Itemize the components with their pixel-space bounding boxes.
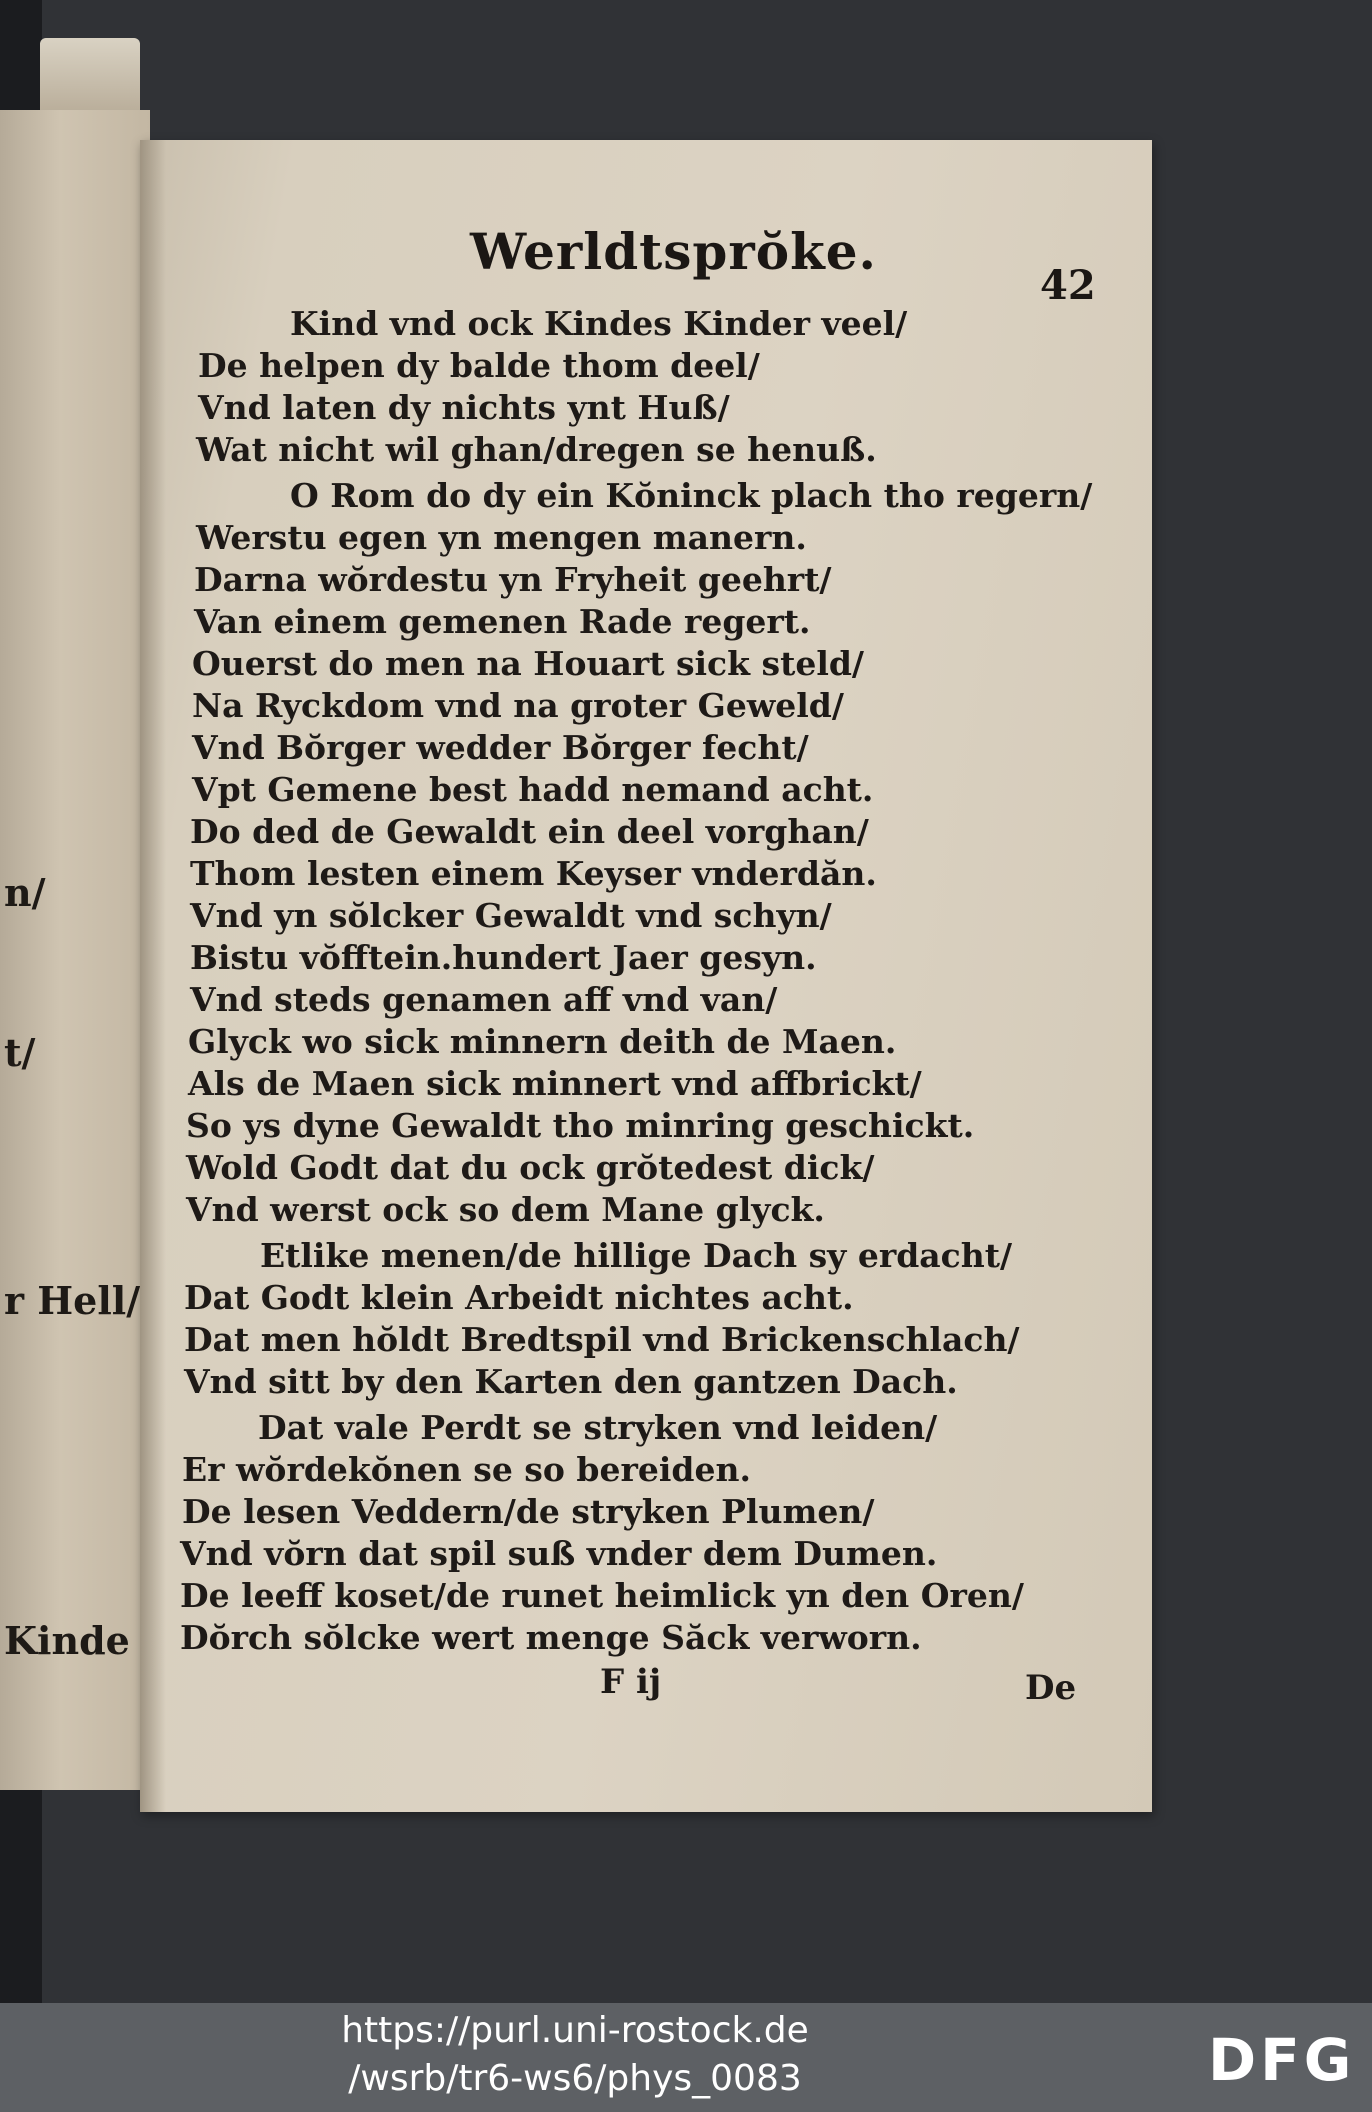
folio-number: 42	[1040, 262, 1096, 309]
verse-line: Etlike menen/de hillige Dach sy erdacht/	[260, 1236, 1013, 1275]
verse-line: O Rom do dy ein Kŏninck plach tho regern/	[290, 476, 1093, 515]
verse-line: Werstu egen yn mengen manern.	[196, 518, 807, 557]
running-header: Werldtsprŏke.	[470, 222, 877, 281]
dfg-logo: DFG	[1208, 2026, 1356, 2094]
verse-line: Na Ryckdom vnd na groter Geweld/	[192, 686, 844, 725]
verse-line: Vnd sitt by den Karten den gantzen Dach.	[184, 1362, 958, 1401]
source-url-line-1[interactable]: https://purl.uni-rostock.de	[341, 2010, 809, 2051]
verse-line: Vnd yn sŏlcker Gewaldt vnd schyn/	[190, 896, 832, 935]
verse-line: Dat vale Perdt se stryken vnd leiden/	[258, 1408, 938, 1447]
left-page	[0, 110, 150, 1790]
book-page	[140, 140, 1152, 1812]
verse-line: Wold Godt dat du ock grŏtedest dick/	[186, 1148, 875, 1187]
verse-line: Thom lesten einem Keyser vnderdăn.	[190, 854, 877, 893]
verse-line: Do ded de Gewaldt ein deel vorghan/	[190, 812, 869, 851]
verse-line: Bistu vŏfftein.hundert Jaer gesyn.	[190, 938, 817, 977]
verse-line: Vnd vŏrn dat spil suß vnder dem Dumen.	[180, 1534, 938, 1573]
left-page-fragment: t/	[4, 1030, 36, 1075]
verse-line: Ouerst do men na Houart sick steld/	[192, 644, 864, 683]
book-spine	[40, 38, 140, 118]
verse-line: De helpen dy balde thom deel/	[198, 346, 760, 385]
verse-line: Van einem gemenen Rade regert.	[194, 602, 811, 641]
verse-line: Darna wŏrdestu yn Fryheit geehrt/	[194, 560, 832, 599]
verse-line: So ys dyne Gewaldt tho minring geschickt.	[186, 1106, 975, 1145]
verse-line: Vnd laten dy nichts ynt Huß/	[198, 388, 730, 427]
verse-line: Dat men hŏldt Bredtspil vnd Brickenschlach/	[184, 1320, 1020, 1359]
verse-line: Vnd Bŏrger wedder Bŏrger fecht/	[192, 728, 809, 767]
verse-lines	[140, 140, 1152, 1812]
verse-line: De leeff koset/de runet heimlick yn den Oren/	[180, 1576, 1024, 1615]
verse-line: Glyck wo sick minnern deith de Maen.	[188, 1022, 897, 1061]
verse-line: De lesen Veddern/de stryken Plumen/	[182, 1492, 875, 1531]
verse-line: Als de Maen sick minnert vnd affbrickt/	[188, 1064, 922, 1103]
left-page-fragment: r Hell/	[4, 1278, 141, 1323]
catchword: De	[1025, 1668, 1077, 1708]
verse-line: Vnd steds genamen aff vnd van/	[190, 980, 778, 1019]
verse-line: Dat Godt klein Arbeidt nichtes acht.	[184, 1278, 854, 1317]
source-url-line-2[interactable]: /wsrb/tr6-ws6/phys_0083	[348, 2058, 802, 2099]
verse-line: Dŏrch sŏlcke wert menge Săck verworn.	[180, 1618, 922, 1657]
verse-line: Er wŏrdekŏnen se so bereiden.	[182, 1450, 751, 1489]
left-page-fragment: Kinde	[4, 1618, 130, 1663]
verse-line: Vnd werst ock so dem Mane glyck.	[186, 1190, 825, 1229]
left-page-fragment: n/	[4, 870, 46, 915]
verse-line: Vpt Gemene best hadd nemand acht.	[192, 770, 874, 809]
verse-line: Kind vnd ock Kindes Kinder veel/	[290, 304, 908, 343]
signature-mark: F ij	[600, 1662, 662, 1702]
verse-line: Wat nicht wil ghan/dregen se henuß.	[196, 430, 877, 469]
